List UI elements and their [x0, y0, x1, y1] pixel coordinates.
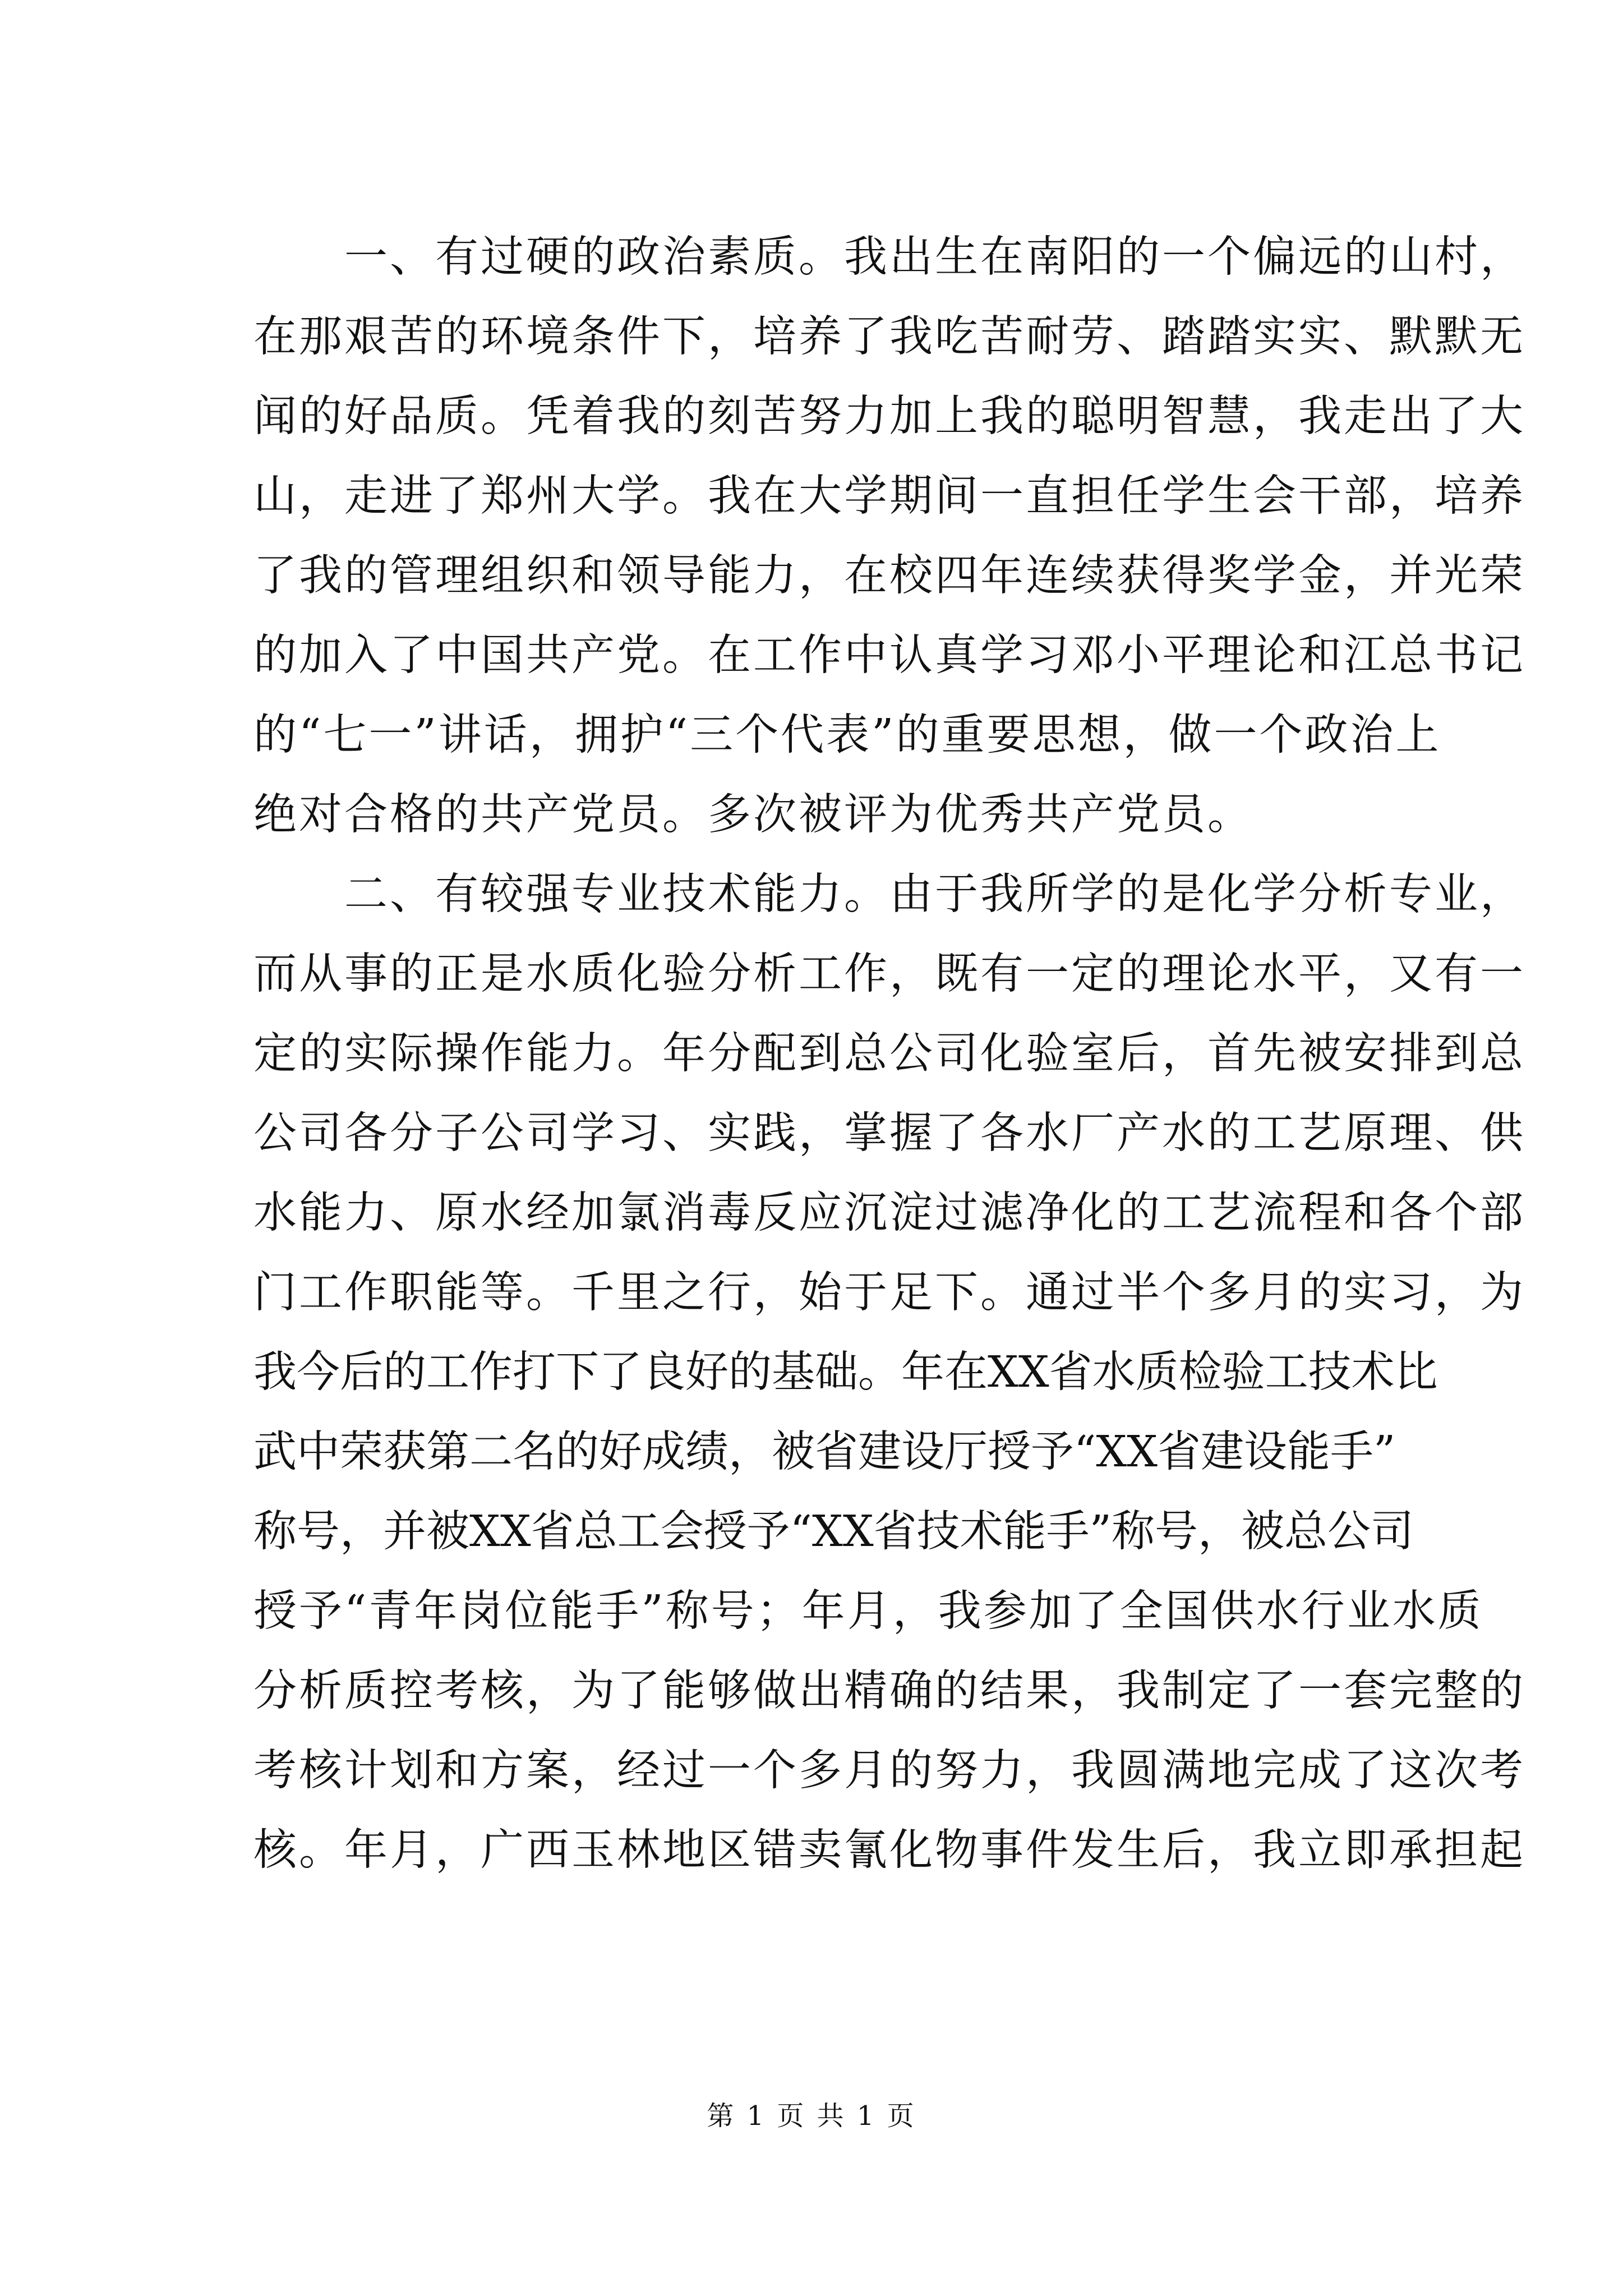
text-line: 称号，并被XX省总工会授予“XX省技术能手”称号，被总公司: [253, 1507, 1414, 1557]
text-line: 山，走进了郑州大学。我在大学期间一直担任学生会干部，培养: [253, 471, 1525, 521]
text-line: 水能力、原水经加氯消毒反应沉淀过滤净化的工艺流程和各个部: [253, 1188, 1525, 1238]
text-line: 我今后的工作打下了良好的基础。年在XX省水质检验工技术比: [253, 1347, 1438, 1397]
document-body: [253, 218, 1525, 1890]
text-line: 公司各分子公司学习、实践，掌握了各水厂产水的工艺原理、供: [253, 1108, 1525, 1158]
text-line: 定的实际操作能力。年分配到总公司化验室后，首先被安排到总: [253, 1029, 1525, 1079]
text-line: 分析质控考核，为了能够做出精确的结果，我制定了一套完整的: [253, 1666, 1525, 1716]
text-line: 了我的管理组织和领导能力，在校四年连续获得奖学金，并光荣: [253, 551, 1525, 601]
text-line: 的“七一”讲话，拥护“三个代表”的重要思想，做一个政治上: [253, 710, 1441, 760]
text-line: 授予“青年岗位能手”称号；年月，我参加了全国供水行业水质: [253, 1586, 1483, 1636]
text-line: 的加入了中国共产党。在工作中认真学习邓小平理论和江总书记: [253, 631, 1525, 680]
text-line: 门工作职能等。千里之行，始于足下。通过半个多月的实习，为: [253, 1268, 1525, 1318]
text-line: 绝对合格的共产党员。多次被评为优秀共产党员。: [253, 790, 1253, 840]
text-line: 一、有过硬的政治素质。我出生在南阳的一个偏远的山村，: [253, 232, 1525, 282]
text-line: 二、有较强专业技术能力。由于我所学的是化学分析专业，: [253, 869, 1525, 919]
page-footer: 第 1 页 共 1 页: [707, 2100, 916, 2132]
text-line: 核。年月，广西玉林地区错卖氰化物事件发生后，我立即承担起: [253, 1825, 1525, 1875]
text-line: 考核计划和方案，经过一个多月的努力，我圆满地完成了这次考: [253, 1746, 1525, 1796]
text-line: 而从事的正是水质化验分析工作，既有一定的理论水平，又有一: [253, 949, 1525, 999]
text-line: 武中荣获第二名的好成绩，被省建设厅授予“XX省建设能手”: [253, 1427, 1396, 1477]
text-line: 在那艰苦的环境条件下，培养了我吃苦耐劳、踏踏实实、默默无: [253, 312, 1525, 362]
text-line: 闻的好品质。凭着我的刻苦努力加上我的聪明智慧，我走出了大: [253, 392, 1525, 441]
